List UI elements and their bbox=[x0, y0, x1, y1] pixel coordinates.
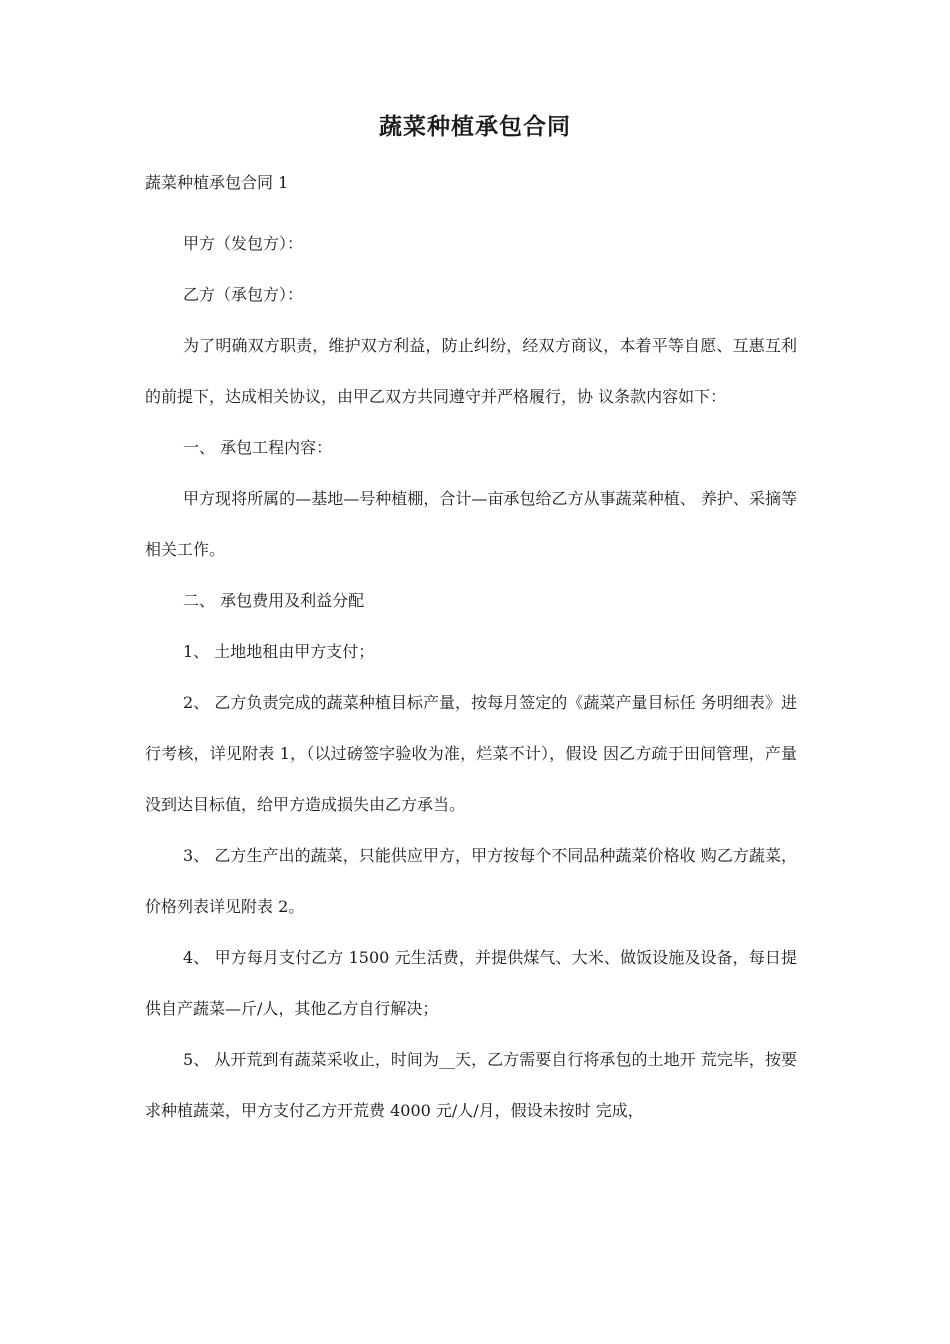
document-title: 蔬菜种植承包合同 bbox=[379, 114, 571, 140]
document-subtitle: 蔬菜种植承包合同 1 bbox=[145, 173, 289, 192]
party-b-line: 乙方（承包方）： bbox=[183, 285, 304, 304]
section-heading-1: 一、 承包工程内容： bbox=[183, 438, 333, 457]
preamble-paragraph: 为了明确双方职责，维护双方利益，防止纠纷，经双方商议，本着平等自愿、互惠互利的前提下，达成相关协议，由甲乙双方共同遵守并严格履行，协 议条款内容如下： bbox=[145, 336, 797, 406]
clause-5: 5、 从开荒到有蔬菜采收止，时间为__天，乙方需要自行将承包的土地开 荒完毕，按要求种植蔬菜，甲方支付乙方开荒费 4000 元/人/月，假设未按时 完成， bbox=[145, 1050, 797, 1120]
document-body bbox=[145, 218, 797, 1136]
section-heading-2: 二、 承包费用及利益分配 bbox=[183, 591, 365, 610]
clause-1: 1、 土地地租由甲方支付； bbox=[183, 642, 375, 661]
clause-3: 3、 乙方生产出的蔬菜，只能供应甲方，甲方按每个不同品种蔬菜价格收 购乙方蔬菜，价格列表详见附表 2。 bbox=[145, 846, 797, 916]
clause-4: 4、 甲方每月支付乙方 1500 元生活费，并提供煤气、大米、做饭设施及设备，每日提供自产蔬菜—斤/人，其他乙方自行解决； bbox=[145, 948, 797, 1018]
party-a-line: 甲方（发包方）： bbox=[183, 234, 304, 253]
section-1-paragraph: 甲方现将所属的—基地—号种植棚，合计—亩承包给乙方从事蔬菜种植、 养护、采摘等相关工作。 bbox=[145, 489, 797, 559]
clause-2: 2、 乙方负责完成的蔬菜种植目标产量，按每月签定的《蔬菜产量目标任 务明细表》进行考核，详见附表 1，（以过磅签字验收为准，烂菜不计），假设 因乙方疏于田间管理，产量没到达目标值，给甲方造成损失由乙方承当。 bbox=[145, 693, 797, 814]
